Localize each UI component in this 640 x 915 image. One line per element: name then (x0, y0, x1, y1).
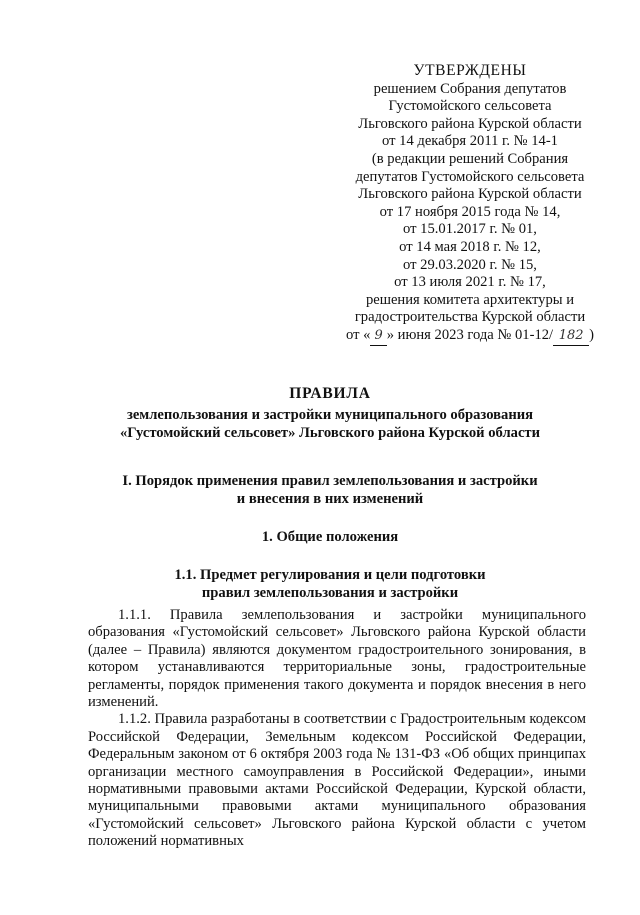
approval-line: градостроительства Курской области (354, 309, 586, 326)
approval-line: Густомойского сельсовета (388, 98, 552, 115)
paragraph: 1.1.2. Правила разработаны в соответствии с Градостроительным кодексом Российской Федерации, Земельным кодексом Российской Федерации, Федеральным законом от 6 октября 2003 года № 131-ФЗ «Об общих принципах организации местного самоуправления в Российской Федерации», иными нормативными правовыми актами Российской Федерации, Курской области, муниципальными правовыми актами муниципального образования «Густомойский сельсовет» Льговского района Курской области с учетом положений нормативных (88, 711, 586, 850)
handwritten-number: 182 (553, 327, 589, 346)
approval-line: от 17 ноября 2015 года № 14, (379, 203, 561, 220)
last-line-prefix: от « (346, 326, 371, 343)
approval-line: от 15.01.2017 г. № 01, (403, 221, 537, 238)
document-title (60, 385, 600, 442)
approval-line: решения комитета архитектуры и (365, 291, 575, 308)
approval-line: решением Собрания депутатов (373, 80, 567, 97)
approval-line: от 14 декабря 2011 г. № 14-1 (382, 133, 558, 150)
body-text (88, 607, 586, 851)
section-heading (60, 472, 600, 508)
handwritten-day: 9 (370, 327, 386, 346)
subsubsection-line: 1.1. Предмет регулирования и цели подготовки (174, 567, 486, 583)
section-line: и внесения в них изменений (236, 491, 424, 507)
subsection-title: 1. Общие положения (261, 529, 399, 545)
approval-line: Льговского района Курской области (358, 186, 582, 203)
paragraph: 1.1.1. Правила землепользования и застройки муниципального образования «Густомойский сельсовет» Льговского района Курской области (далее – Правила) являются документом градостроительного зонирования, в котором устанавливаются территориальные зоны, градостроительные регламенты, порядок применения такого документа и порядок внесения в него изменений. (88, 607, 586, 711)
subsubsection-line: правил землепользования и застройки (201, 585, 459, 601)
title-main: ПРАВИЛА (289, 385, 371, 402)
approval-heading: УТВЕРЖДЕНЫ (413, 62, 527, 79)
section-line: I. Порядок применения правил землепользования и застройки (122, 473, 538, 489)
approval-line: Льговского района Курской области (358, 115, 582, 132)
approval-line: от 13 июля 2021 г. № 17, (394, 274, 546, 291)
subsection-heading (60, 528, 600, 546)
approval-last-line (320, 327, 620, 346)
approval-line: депутатов Густомойского сельсовета (355, 168, 585, 185)
approval-line: от 14 мая 2018 г. № 12, (399, 238, 541, 255)
last-line-suffix: ) (589, 326, 594, 343)
last-line-middle: » июня 2023 года № 01-12/ (386, 326, 554, 343)
subsubsection-heading (60, 566, 600, 602)
approval-line: (в редакции решений Собрания (371, 150, 569, 167)
approval-line: от 29.03.2020 г. № 15, (403, 256, 537, 273)
title-line: землепользования и застройки муниципального образования (126, 407, 534, 423)
approval-stamp (320, 62, 620, 346)
title-line: «Густомойский сельсовет» Льговского района Курской области (119, 425, 541, 441)
